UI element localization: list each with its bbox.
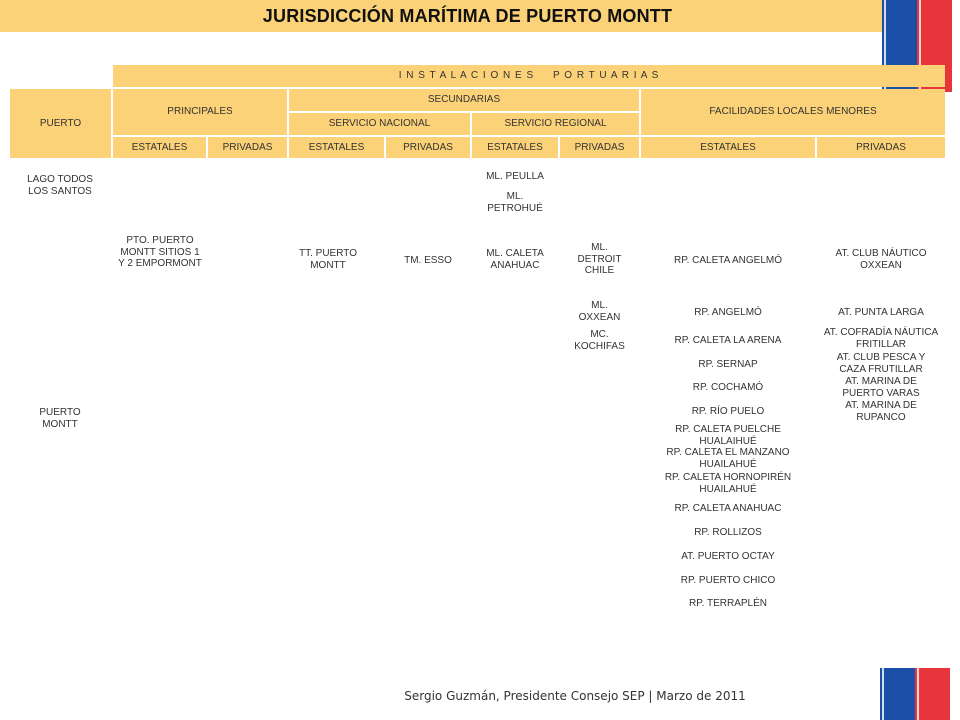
facilidad-estatal-item: RP. ANGELMÓ: [694, 307, 762, 318]
flag-decoration-bottom: [880, 668, 950, 720]
regional-privada-item: ML. OXXEAN: [578, 300, 621, 323]
facilidad-estatal-item: RP. CALETA LA ARENA: [674, 335, 782, 346]
subheader-privadas: PRIVADAS: [560, 137, 639, 158]
header-facilidades: FACILIDADES LOCALES MENORES: [641, 89, 945, 135]
facilidad-privada-item: AT. PUNTA LARGA: [838, 307, 924, 318]
facilidad-privada-item: AT. MARINA DE PUERTO VARAS: [842, 376, 920, 399]
facilidad-privada-item: AT. CLUB PESCA Y CAZA FRUTILLAR: [836, 352, 926, 375]
facilidad-estatal-item: RP. PUERTO CHICO: [680, 575, 776, 586]
facilidad-estatal-item: RP. CALETA HORNOPIRÉN HUAILAHUÉ: [664, 472, 792, 495]
footer-credit: Sergio Guzmán, Presidente Consejo SEP | Marzo de 2011: [404, 689, 746, 703]
header-puerto: PUERTO: [10, 89, 111, 158]
facilidad-estatal-item: RP. CALETA ANGELMÓ: [673, 255, 782, 266]
facilidad-estatal-item: RP. CALETA PUELCHE HUALAIHUÉ: [675, 424, 781, 447]
header-servicio-regional: SERVICIO REGIONAL: [472, 113, 639, 135]
header-instalaciones: I N S T A L A C I O N E S P O R T U A R I A S: [113, 65, 945, 87]
regional-estatal-item: ML. CALETA ANAHUAC: [486, 248, 544, 271]
page-title: JURISDICCIÓN MARÍTIMA DE PUERTO MONTT: [0, 0, 935, 32]
subheader-estatales: ESTATALES: [472, 137, 558, 158]
facilidad-privada-item: AT. MARINA DE RUPANCO: [845, 400, 917, 423]
subheader-privadas: PRIVADAS: [817, 137, 945, 158]
facilidad-estatal-item: RP. CALETA ANAHUAC: [674, 503, 782, 514]
regional-estatal-item: ML. PETROHUÉ: [487, 191, 543, 214]
header-secundarias: SECUNDARIAS: [289, 89, 639, 111]
regional-privada-item: MC. KOCHIFAS: [574, 329, 625, 352]
header-servicio-nacional: SERVICIO NACIONAL: [289, 113, 470, 135]
facilidad-estatal-item: RP. CALETA EL MANZANO HUAILAHUÉ: [666, 447, 790, 470]
regional-estatal-item: ML. PEULLA: [486, 171, 544, 182]
port-puerto-montt: PUERTO MONTT: [39, 407, 81, 430]
facilidad-estatal-item: AT. PUERTO OCTAY: [681, 551, 775, 562]
nacional-privada-item: TM. ESSO: [404, 255, 452, 266]
facilidad-privada-item: AT. COFRADÍA NÁUTICA FRITILLAR: [823, 327, 939, 350]
facilidad-estatal-item: RP. RÍO PUELO: [691, 406, 765, 417]
subheader-estatales: ESTATALES: [641, 137, 815, 158]
facilidad-estatal-item: RP. ROLLIZOS: [694, 527, 762, 538]
facilidad-estatal-item: RP. COCHAMÓ: [692, 382, 764, 393]
header-principales: PRINCIPALES: [113, 89, 287, 135]
nacional-estatal-item: TT. PUERTO MONTT: [299, 248, 357, 271]
port-lago-todos-los-santos: LAGO TODOS LOS SANTOS: [27, 174, 93, 197]
subheader-estatales: ESTATALES: [113, 137, 206, 158]
subheader-estatales: ESTATALES: [289, 137, 384, 158]
subheader-privadas: PRIVADAS: [208, 137, 287, 158]
subheader-privadas: PRIVADAS: [386, 137, 470, 158]
facilidad-privada-item: AT. CLUB NÁUTICO OXXEAN: [835, 248, 927, 271]
facilidad-estatal-item: RP. TERRAPLÉN: [689, 598, 767, 609]
facilidad-estatal-item: RP. SERNAP: [698, 359, 758, 370]
regional-privada-item: ML. DETROIT CHILE: [577, 242, 622, 276]
principal-estatal-item: PTO. PUERTO MONTT SITIOS 1 Y 2 EMPORMONT: [118, 235, 202, 269]
